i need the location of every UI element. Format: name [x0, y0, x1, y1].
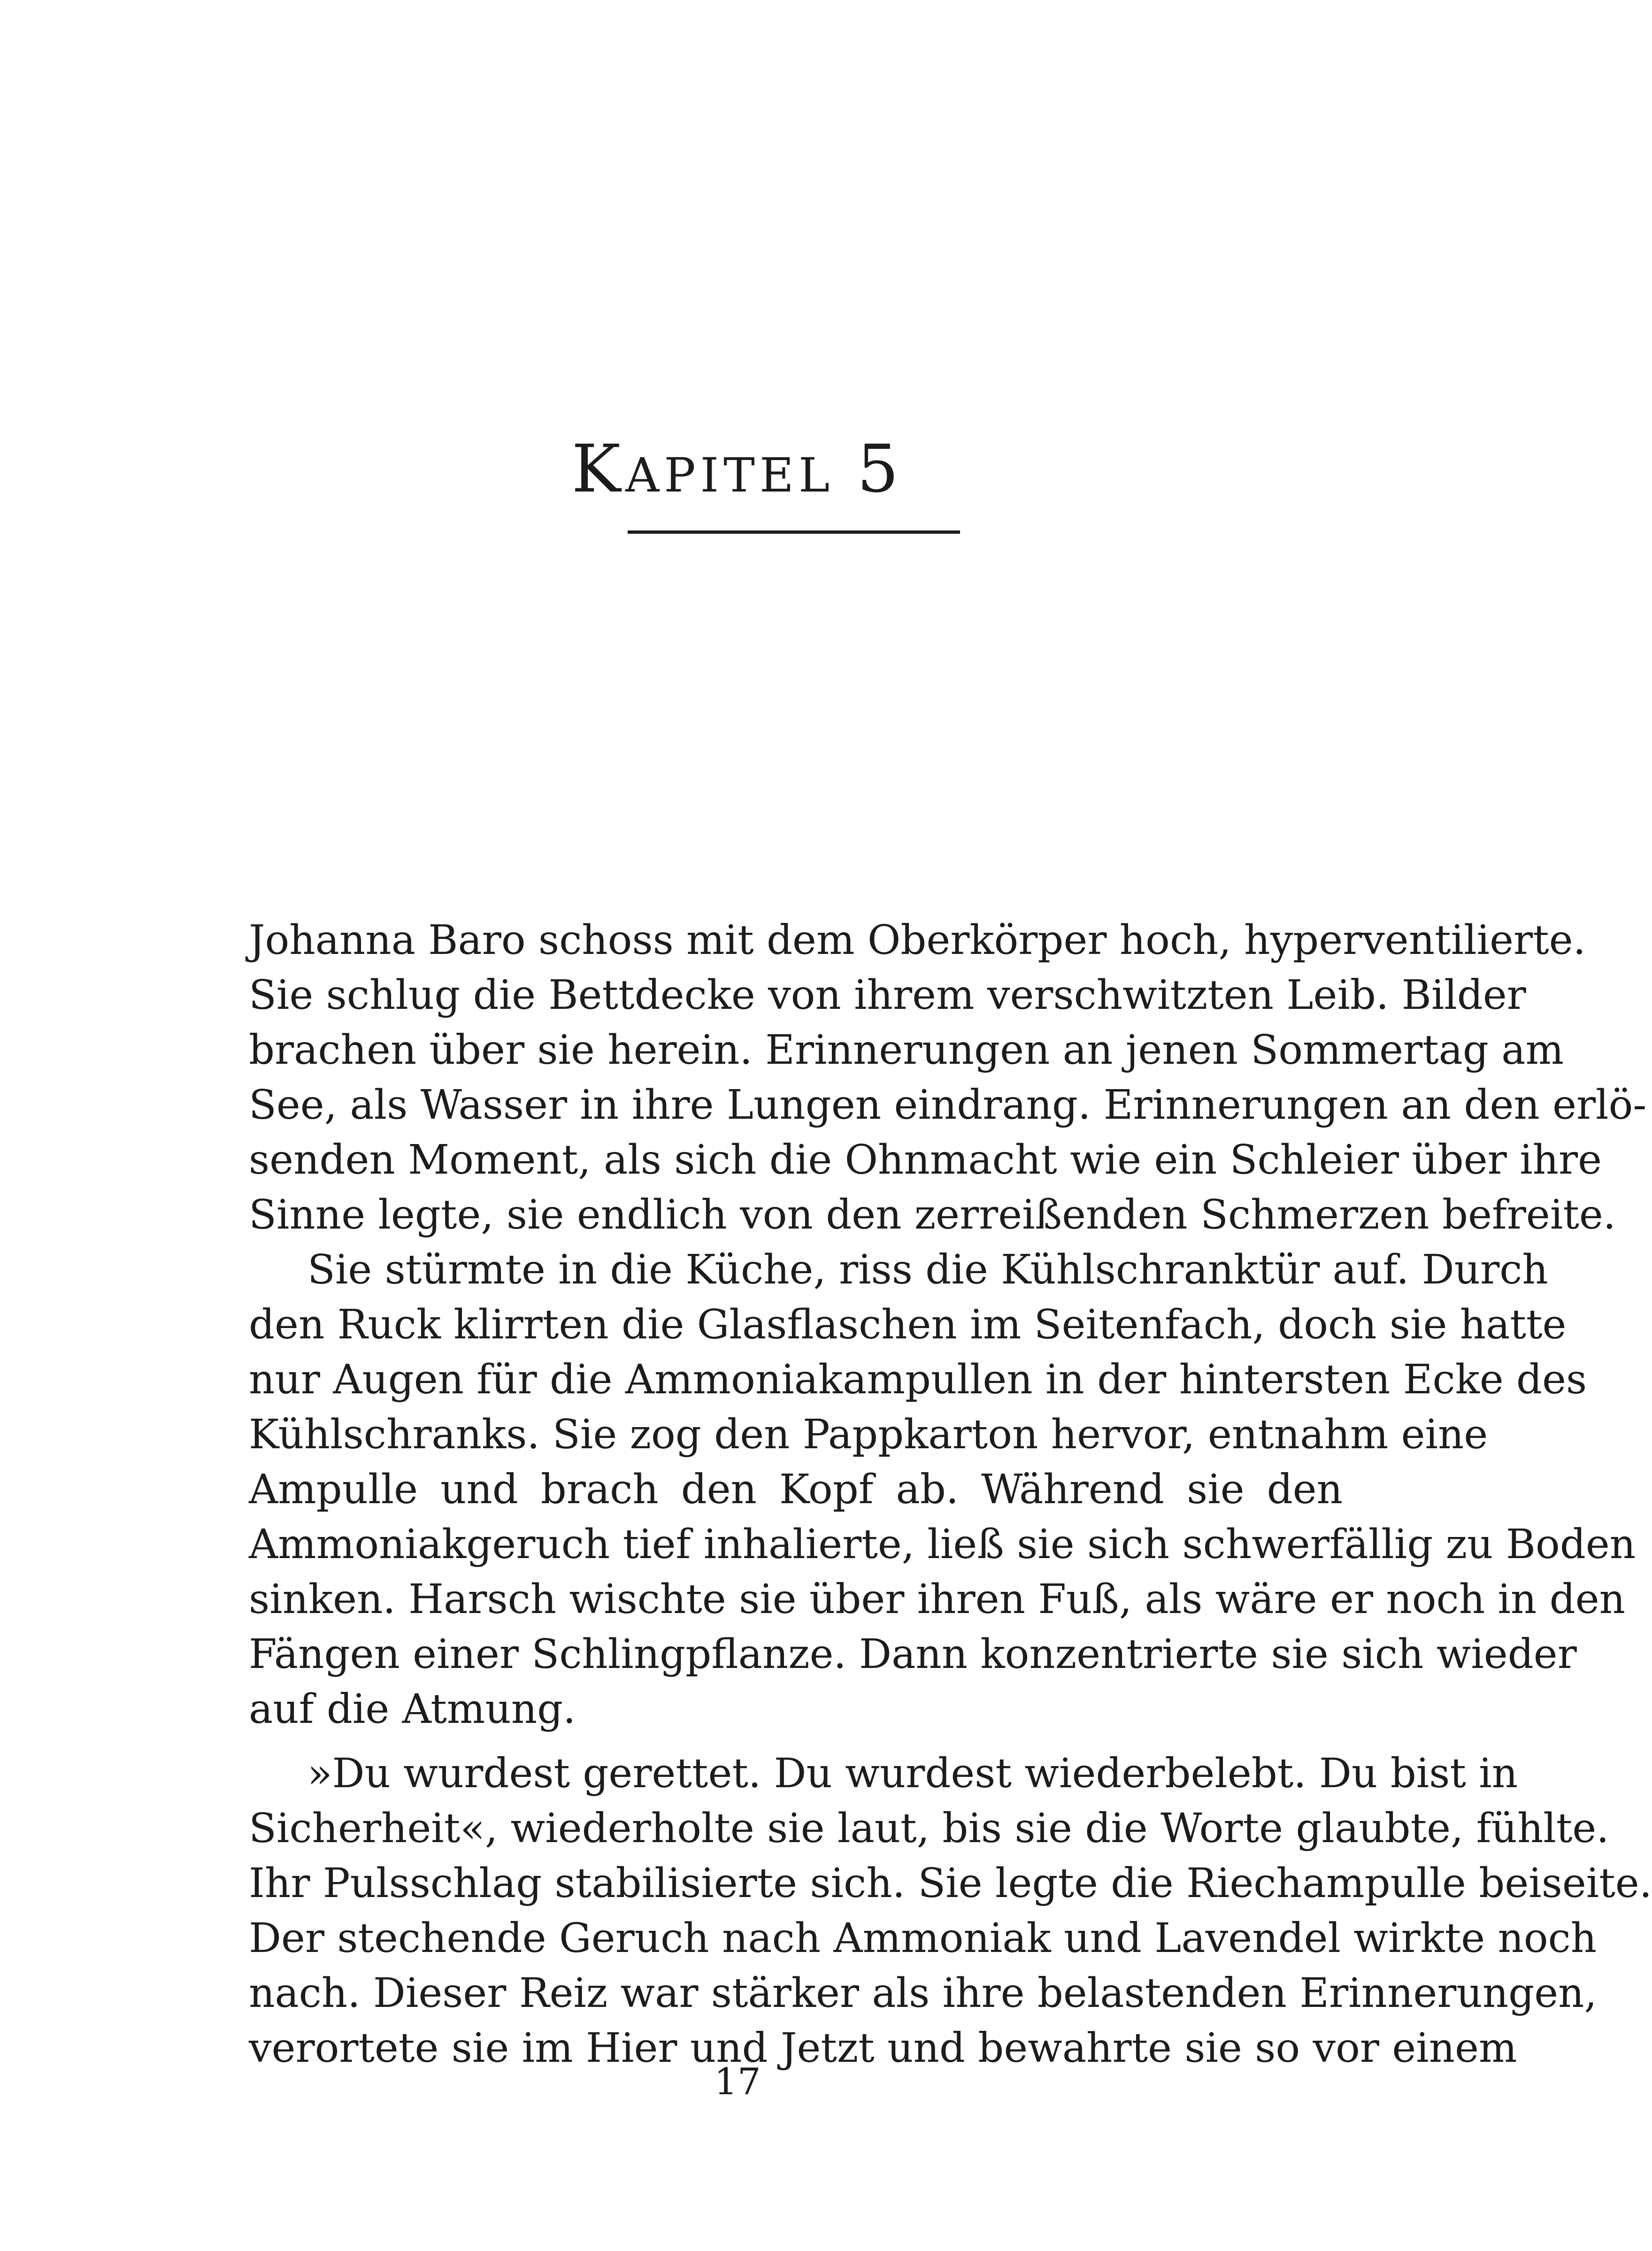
- chapter-title-underline: [628, 530, 960, 534]
- text-line: nur Augen für die Ammoniakampullen in der hintersten Ecke des: [249, 1356, 1587, 1403]
- text-line: See, als Wasser in ihre Lungen eindrang. Erinnerungen an den erlö-: [249, 1082, 1647, 1129]
- text-line: nach. Dieser Reiz war stärker als ihre belastenden Erinnerungen,: [249, 1970, 1597, 2017]
- text-line: Johanna Baro schoss mit dem Oberkörper hoch, hyperventilierte.: [249, 917, 1586, 964]
- text-line: Fängen einer Schlingpflanze. Dann konzentrierte sie sich wieder: [249, 1631, 1577, 1678]
- paragraph: [249, 1746, 1652, 2076]
- text-line: senden Moment, als sich die Ohnmacht wie ein Schleier über ihre: [249, 1137, 1602, 1183]
- text-line: auf die Atmung.: [249, 1686, 576, 1733]
- chapter-title: [0, 431, 1475, 507]
- page-number: 17: [714, 2061, 761, 2103]
- text-line: Sie schlug die Bettdecke von ihrem verschwitzten Leib. Bilder: [249, 972, 1526, 1019]
- chapter-number: 5: [857, 431, 904, 507]
- body-text: [249, 913, 1652, 2076]
- paragraph: [249, 913, 1647, 1243]
- text-line: Sicherheit«, wiederholte sie laut, bis sie die Worte glaubte, fühlte.: [249, 1805, 1609, 1852]
- paragraph: [249, 1243, 1636, 1737]
- text-line: Kühlschranks. Sie zog den Pappkarton hervor, entnahm eine: [249, 1411, 1488, 1458]
- text-line: Der stechende Geruch nach Ammoniak und Lavendel wirkte noch: [249, 1915, 1597, 1962]
- text-line: verortete sie im Hier und Jetzt und bewahrte sie so vor einem: [249, 2025, 1517, 2072]
- text-line: sinken. Harsch wischte sie über ihren Fuß, als wäre er noch in den: [249, 1576, 1625, 1623]
- text-line: brachen über sie herein. Erinnerungen an jenen Sommertag am: [249, 1027, 1564, 1074]
- text-line: Ihr Pulsschlag stabilisierte sich. Sie legte die Riechampulle beiseite.: [249, 1860, 1652, 1907]
- text-line: Ammoniakgeruch tief inhalierte, ließ sie sich schwerfällig zu Boden: [249, 1521, 1636, 1568]
- text-line: Ampulle und brach den Kopf ab. Während sie den: [249, 1466, 1343, 1513]
- text-line: Sinne legte, sie endlich von den zerreißenden Schmerzen befreite.: [249, 1191, 1616, 1238]
- text-line: Sie stürmte in die Küche, riss die Kühlschranktür auf. Durch: [307, 1246, 1548, 1293]
- text-line: den Ruck klirrten die Glasflaschen im Seitenfach, doch sie hatte: [249, 1301, 1567, 1348]
- text-line: »Du wurdest gerettet. Du wurdest wiederbelebt. Du bist in: [307, 1750, 1518, 1797]
- chapter-title-word: APITEL: [625, 448, 835, 503]
- chapter-title-initial: K: [571, 431, 626, 507]
